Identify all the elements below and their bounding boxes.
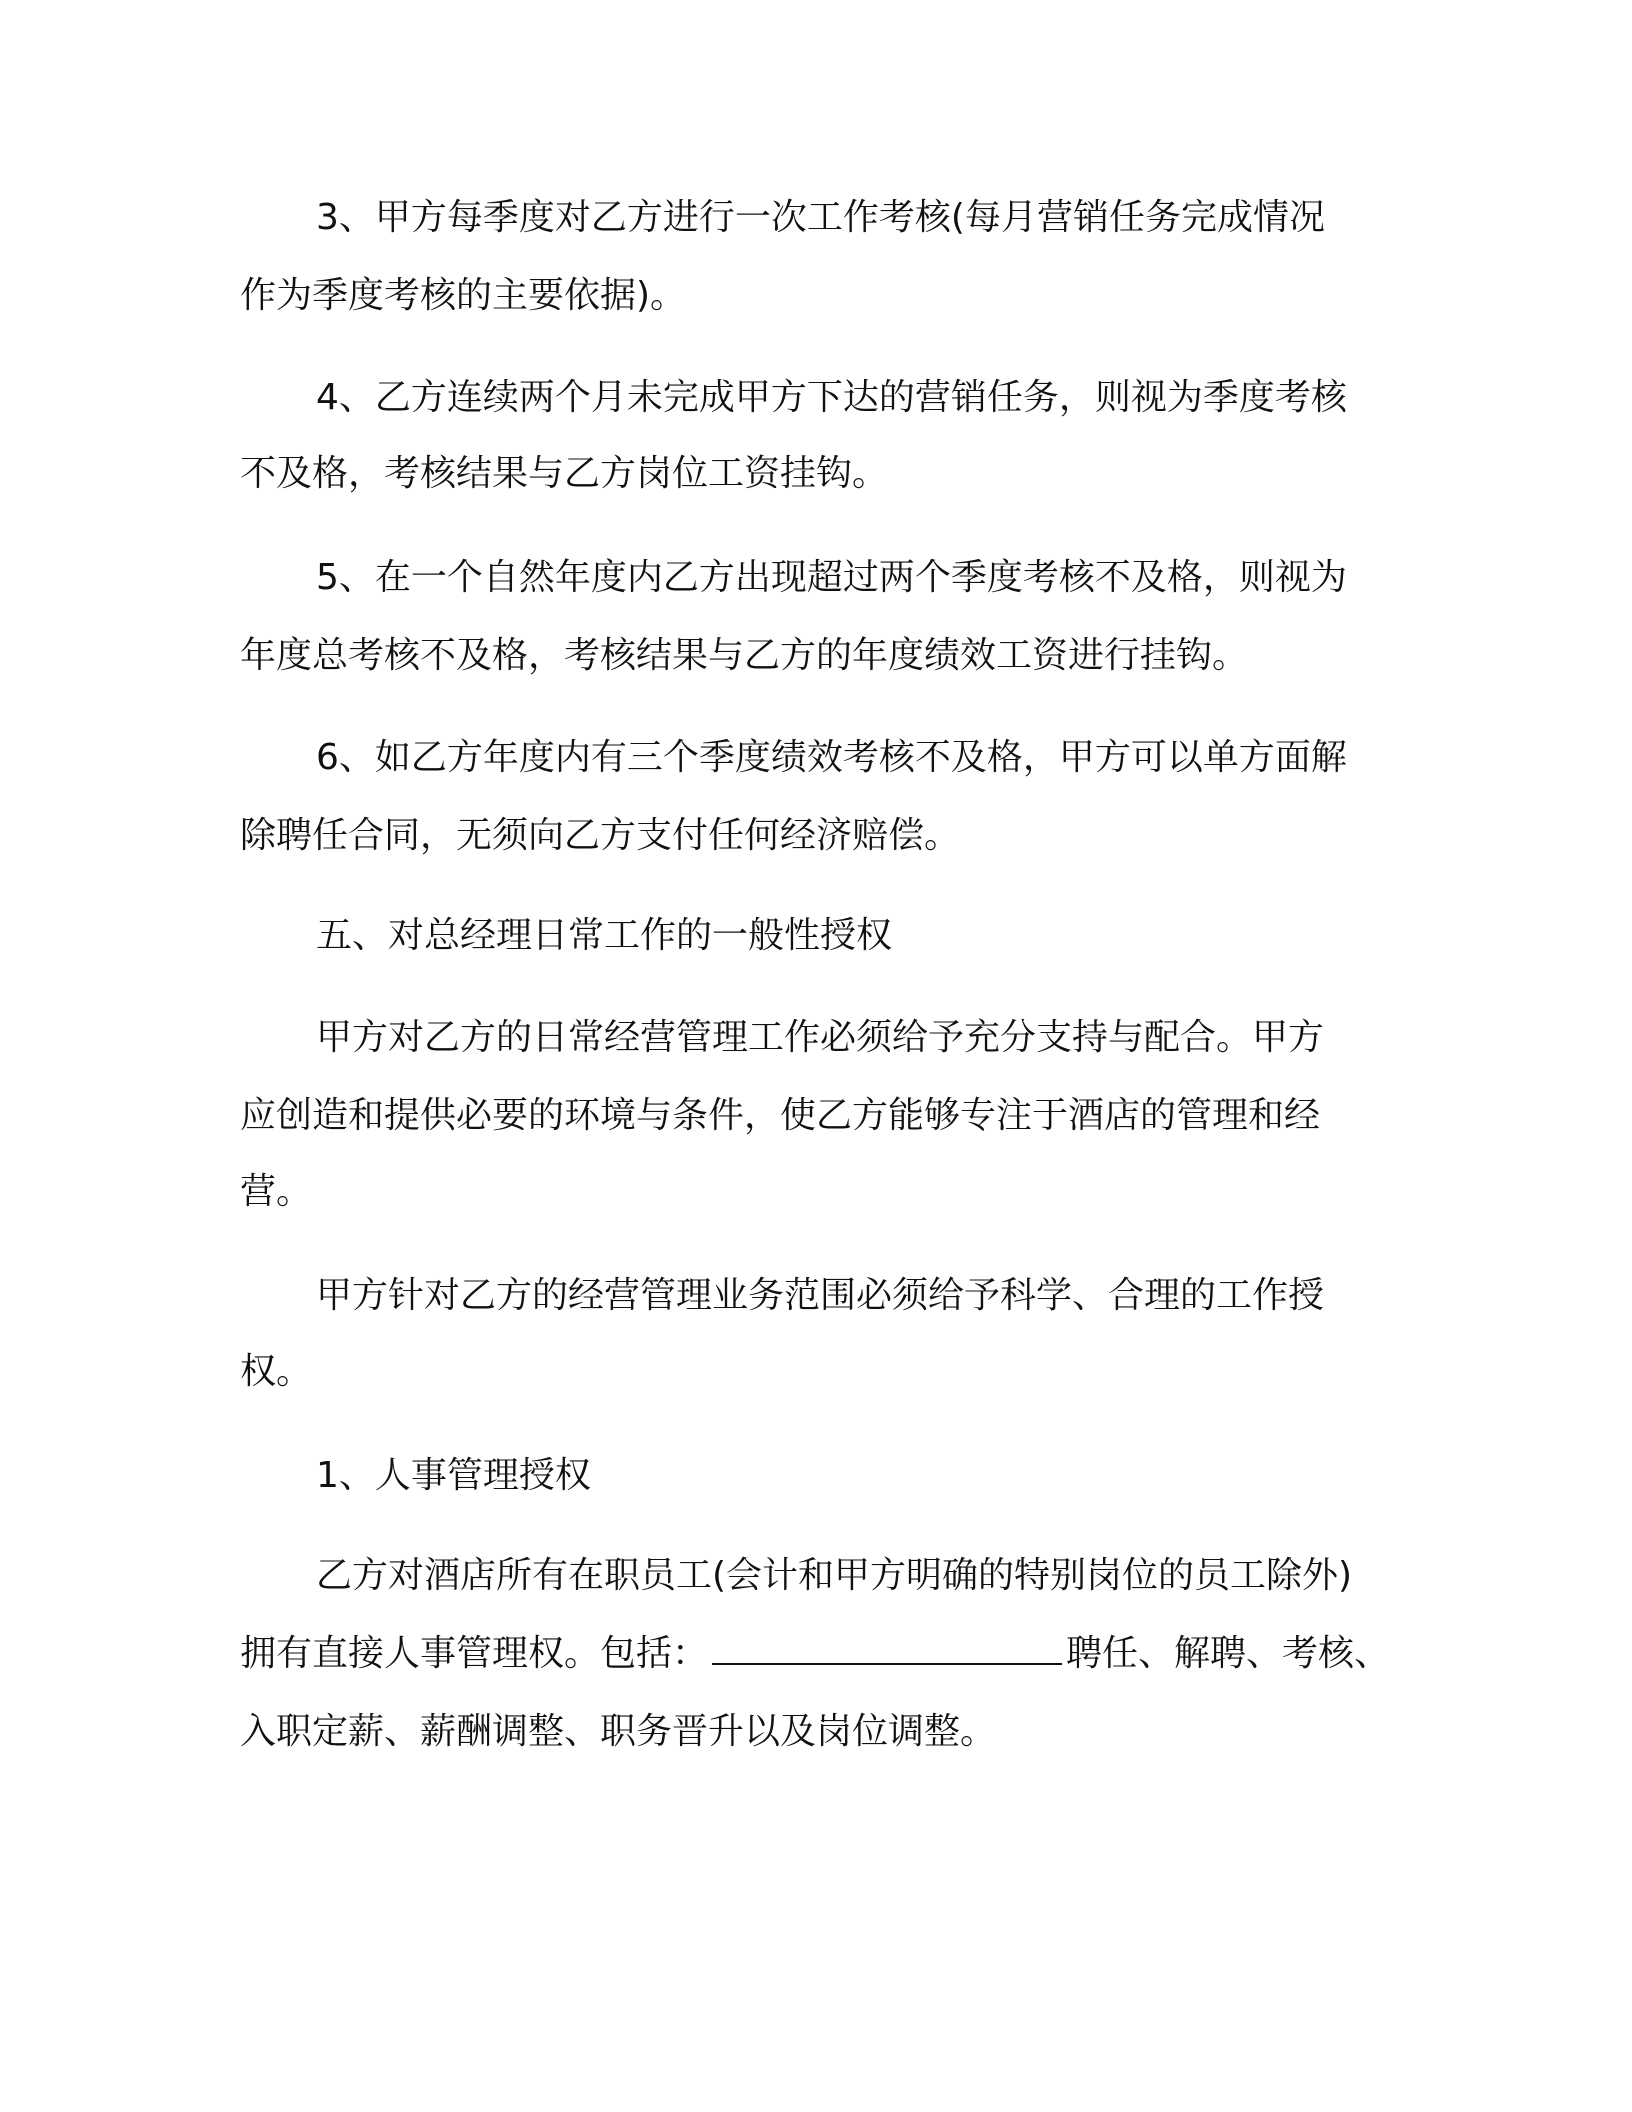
p7-line2-prefix: 拥有直接人事管理权。包括： bbox=[240, 1633, 709, 1674]
p7-line2-suffix: 聘任、解聘、考核、 bbox=[1066, 1633, 1391, 1674]
p7-line2 bbox=[240, 1632, 1390, 1676]
p1-line1: 3、甲方每季度对乙方进行一次工作考核(每月营销任务完成情况 bbox=[316, 197, 1325, 238]
p6-line2: 权。 bbox=[240, 1351, 313, 1392]
p4-line1: 6、如乙方年度内有三个季度绩效考核不及格，甲方可以单方面解 bbox=[316, 737, 1347, 778]
fill-in-blank[interactable] bbox=[712, 1633, 1062, 1665]
p2-line2: 不及格，考核结果与乙方岗位工资挂钩。 bbox=[240, 453, 889, 494]
p7-line1: 乙方对酒店所有在职员工(会计和甲方明确的特别岗位的员工除外) bbox=[316, 1555, 1353, 1596]
p6-line1: 甲方针对乙方的经营管理业务范围必须给予科学、合理的工作授 bbox=[316, 1275, 1325, 1316]
p1-line2: 作为季度考核的主要依据)。 bbox=[240, 275, 687, 316]
p5-line1: 甲方对乙方的日常经营管理工作必须给予充分支持与配合。甲方 bbox=[316, 1017, 1325, 1058]
subheading-hr: 1、人事管理授权 bbox=[316, 1455, 591, 1496]
p4-line2: 除聘任合同，无须向乙方支付任何经济赔偿。 bbox=[240, 815, 961, 856]
p3-line1: 5、在一个自然年度内乙方出现超过两个季度考核不及格，则视为 bbox=[316, 557, 1347, 598]
p5-line3: 营。 bbox=[240, 1171, 313, 1212]
p7-line3: 入职定薪、薪酬调整、职务晋升以及岗位调整。 bbox=[240, 1711, 997, 1752]
section-heading: 五、对总经理日常工作的一般性授权 bbox=[316, 915, 893, 956]
p2-line1: 4、乙方连续两个月未完成甲方下达的营销任务，则视为季度考核 bbox=[316, 377, 1347, 418]
p3-line2: 年度总考核不及格，考核结果与乙方的年度绩效工资进行挂钩。 bbox=[240, 635, 1249, 676]
p5-line2: 应创造和提供必要的环境与条件，使乙方能够专注于酒店的管理和经 bbox=[240, 1095, 1321, 1136]
